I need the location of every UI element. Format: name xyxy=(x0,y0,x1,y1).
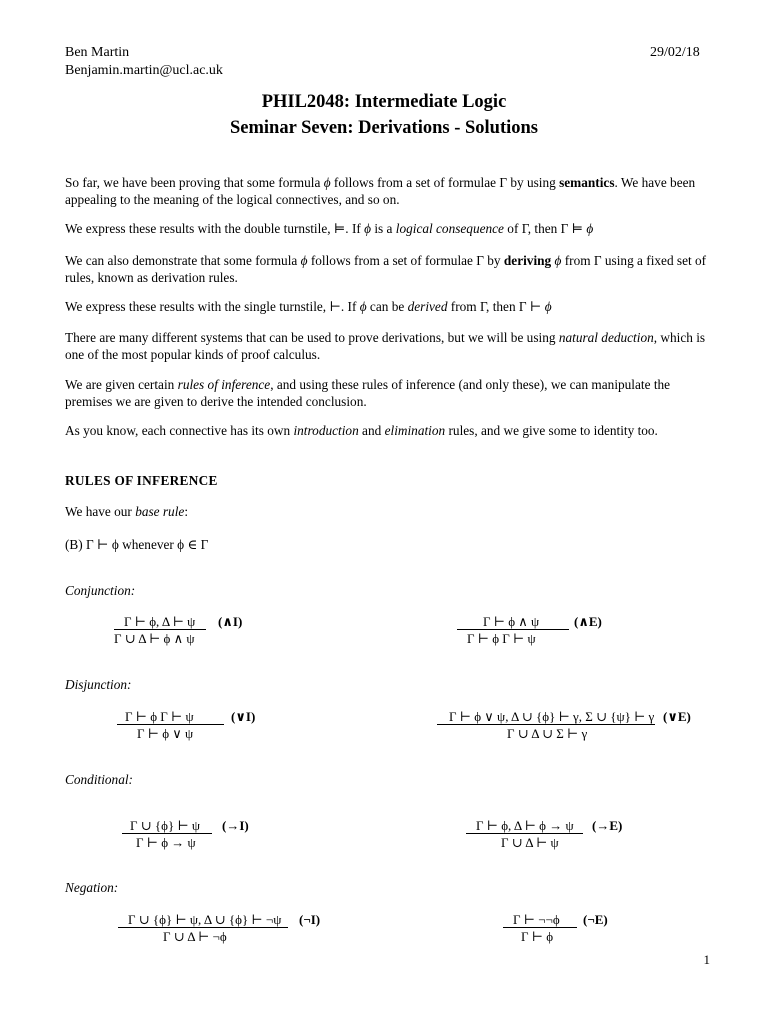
rule-name: (∨E) xyxy=(663,709,691,724)
inference-line xyxy=(114,629,206,630)
rule-name: (∧E) xyxy=(574,614,602,629)
author-name: Ben Martin xyxy=(65,45,130,60)
inference-line xyxy=(118,927,288,928)
rule-conclusion: Γ ∪ Δ ⊢ ¬ϕ xyxy=(163,929,227,944)
conjunction-label: Conjunction: xyxy=(65,583,136,598)
inference-line xyxy=(466,833,583,834)
paragraph-connectives: As you know, each connective has its own introduction and elimination rules, and we give some to identity too. xyxy=(65,423,658,438)
rule-conclusion: Γ ⊢ ϕ Γ ⊢ ψ xyxy=(467,631,536,646)
rule-conclusion: Γ ∪ Δ ∪ Σ ⊢ γ xyxy=(507,726,588,741)
rule-premises: Γ ⊢ ϕ Γ ⊢ ψ xyxy=(125,709,194,724)
negation-label: Negation: xyxy=(65,880,119,895)
paragraph-rules-of-inference: We are given certain rules of inference, and using these rules of inference (and only these), we can manipulate the premises we are given to derive the intended conclusion. xyxy=(65,377,671,409)
page-number: 1 xyxy=(703,952,710,967)
paragraph-single-turnstile: We express these results with the single turnstile, ⊢. If ϕ can be derived from Γ, then Γ ⊢ ϕ xyxy=(65,299,552,314)
author-email: Benjamin.martin@ucl.ac.uk xyxy=(65,63,223,78)
rule-conclusion: Γ ⊢ ϕ → ψ xyxy=(136,835,196,850)
inference-line xyxy=(457,629,569,630)
rule-conclusion: Γ ⊢ ϕ xyxy=(521,929,554,944)
inference-line xyxy=(117,724,224,725)
rule-conclusion: Γ ∪ Δ ⊢ ϕ ∧ ψ xyxy=(114,631,195,646)
paragraph-double-turnstile: We express these results with the double turnstile, ⊨. If ϕ is a logical consequence of Γ, then Γ ⊨ ϕ xyxy=(65,221,594,236)
rule-name: (∧I) xyxy=(218,614,243,629)
rule-conclusion: Γ ⊢ ϕ ∨ ψ xyxy=(137,726,194,741)
paragraph-semantics: So far, we have been proving that some formula ϕ follows from a set of formulae Γ by using semantics. We have been appealing to the meaning of the logical connectives, and so on. xyxy=(65,175,696,207)
conditional-label: Conditional: xyxy=(65,772,133,787)
seminar-title: Seminar Seven: Derivations - Solutions xyxy=(229,118,538,138)
rule-conclusion: Γ ∪ Δ ⊢ ψ xyxy=(501,835,559,850)
inference-line xyxy=(503,927,577,928)
rule-name: (∨I) xyxy=(231,709,256,724)
rule-name: (¬I) xyxy=(299,912,321,927)
rule-premises: Γ ∪ {ϕ} ⊢ ψ, Δ ∪ {ϕ} ⊢ ¬ψ xyxy=(128,912,282,927)
rule-name: (→E) xyxy=(592,818,623,833)
rules-heading: RULES OF INFERENCE xyxy=(65,473,218,488)
rule-premises: Γ ⊢ ϕ, Δ ⊢ ϕ → ψ xyxy=(476,818,574,833)
paragraph-deriving: We can also demonstrate that some formula ϕ follows from a set of formulae Γ by deriving ϕ from Γ using a fixed set of rules, known as derivation rules. xyxy=(65,253,707,285)
rule-premises: Γ ⊢ ϕ, Δ ⊢ ψ xyxy=(124,614,196,629)
document-date: 29/02/18 xyxy=(650,45,700,60)
rule-name: (→I) xyxy=(222,818,249,833)
rule-premises: Γ ∪ {ϕ} ⊢ ψ xyxy=(130,818,201,833)
base-rule-intro: We have our base rule: xyxy=(65,504,189,519)
rule-name: (¬E) xyxy=(583,912,608,927)
base-rule: (B) Γ ⊢ ϕ whenever ϕ ∈ Γ xyxy=(65,537,209,552)
paragraph-natural-deduction: There are many different systems that can be used to prove derivations, but we will be using natural deduction, which is one of the most popular kinds of proof calculus. xyxy=(65,330,706,362)
course-title: PHIL2048: Intermediate Logic xyxy=(261,92,507,112)
rule-premises: Γ ⊢ ϕ ∧ ψ xyxy=(483,614,540,629)
disjunction-label: Disjunction: xyxy=(65,677,132,692)
inference-line xyxy=(437,724,655,725)
rule-premises: Γ ⊢ ¬¬ϕ xyxy=(513,912,560,927)
rule-premises: Γ ⊢ ϕ ∨ ψ, Δ ∪ {ϕ} ⊢ γ, Σ ∪ {ψ} ⊢ γ xyxy=(449,709,655,724)
inference-line xyxy=(122,833,212,834)
